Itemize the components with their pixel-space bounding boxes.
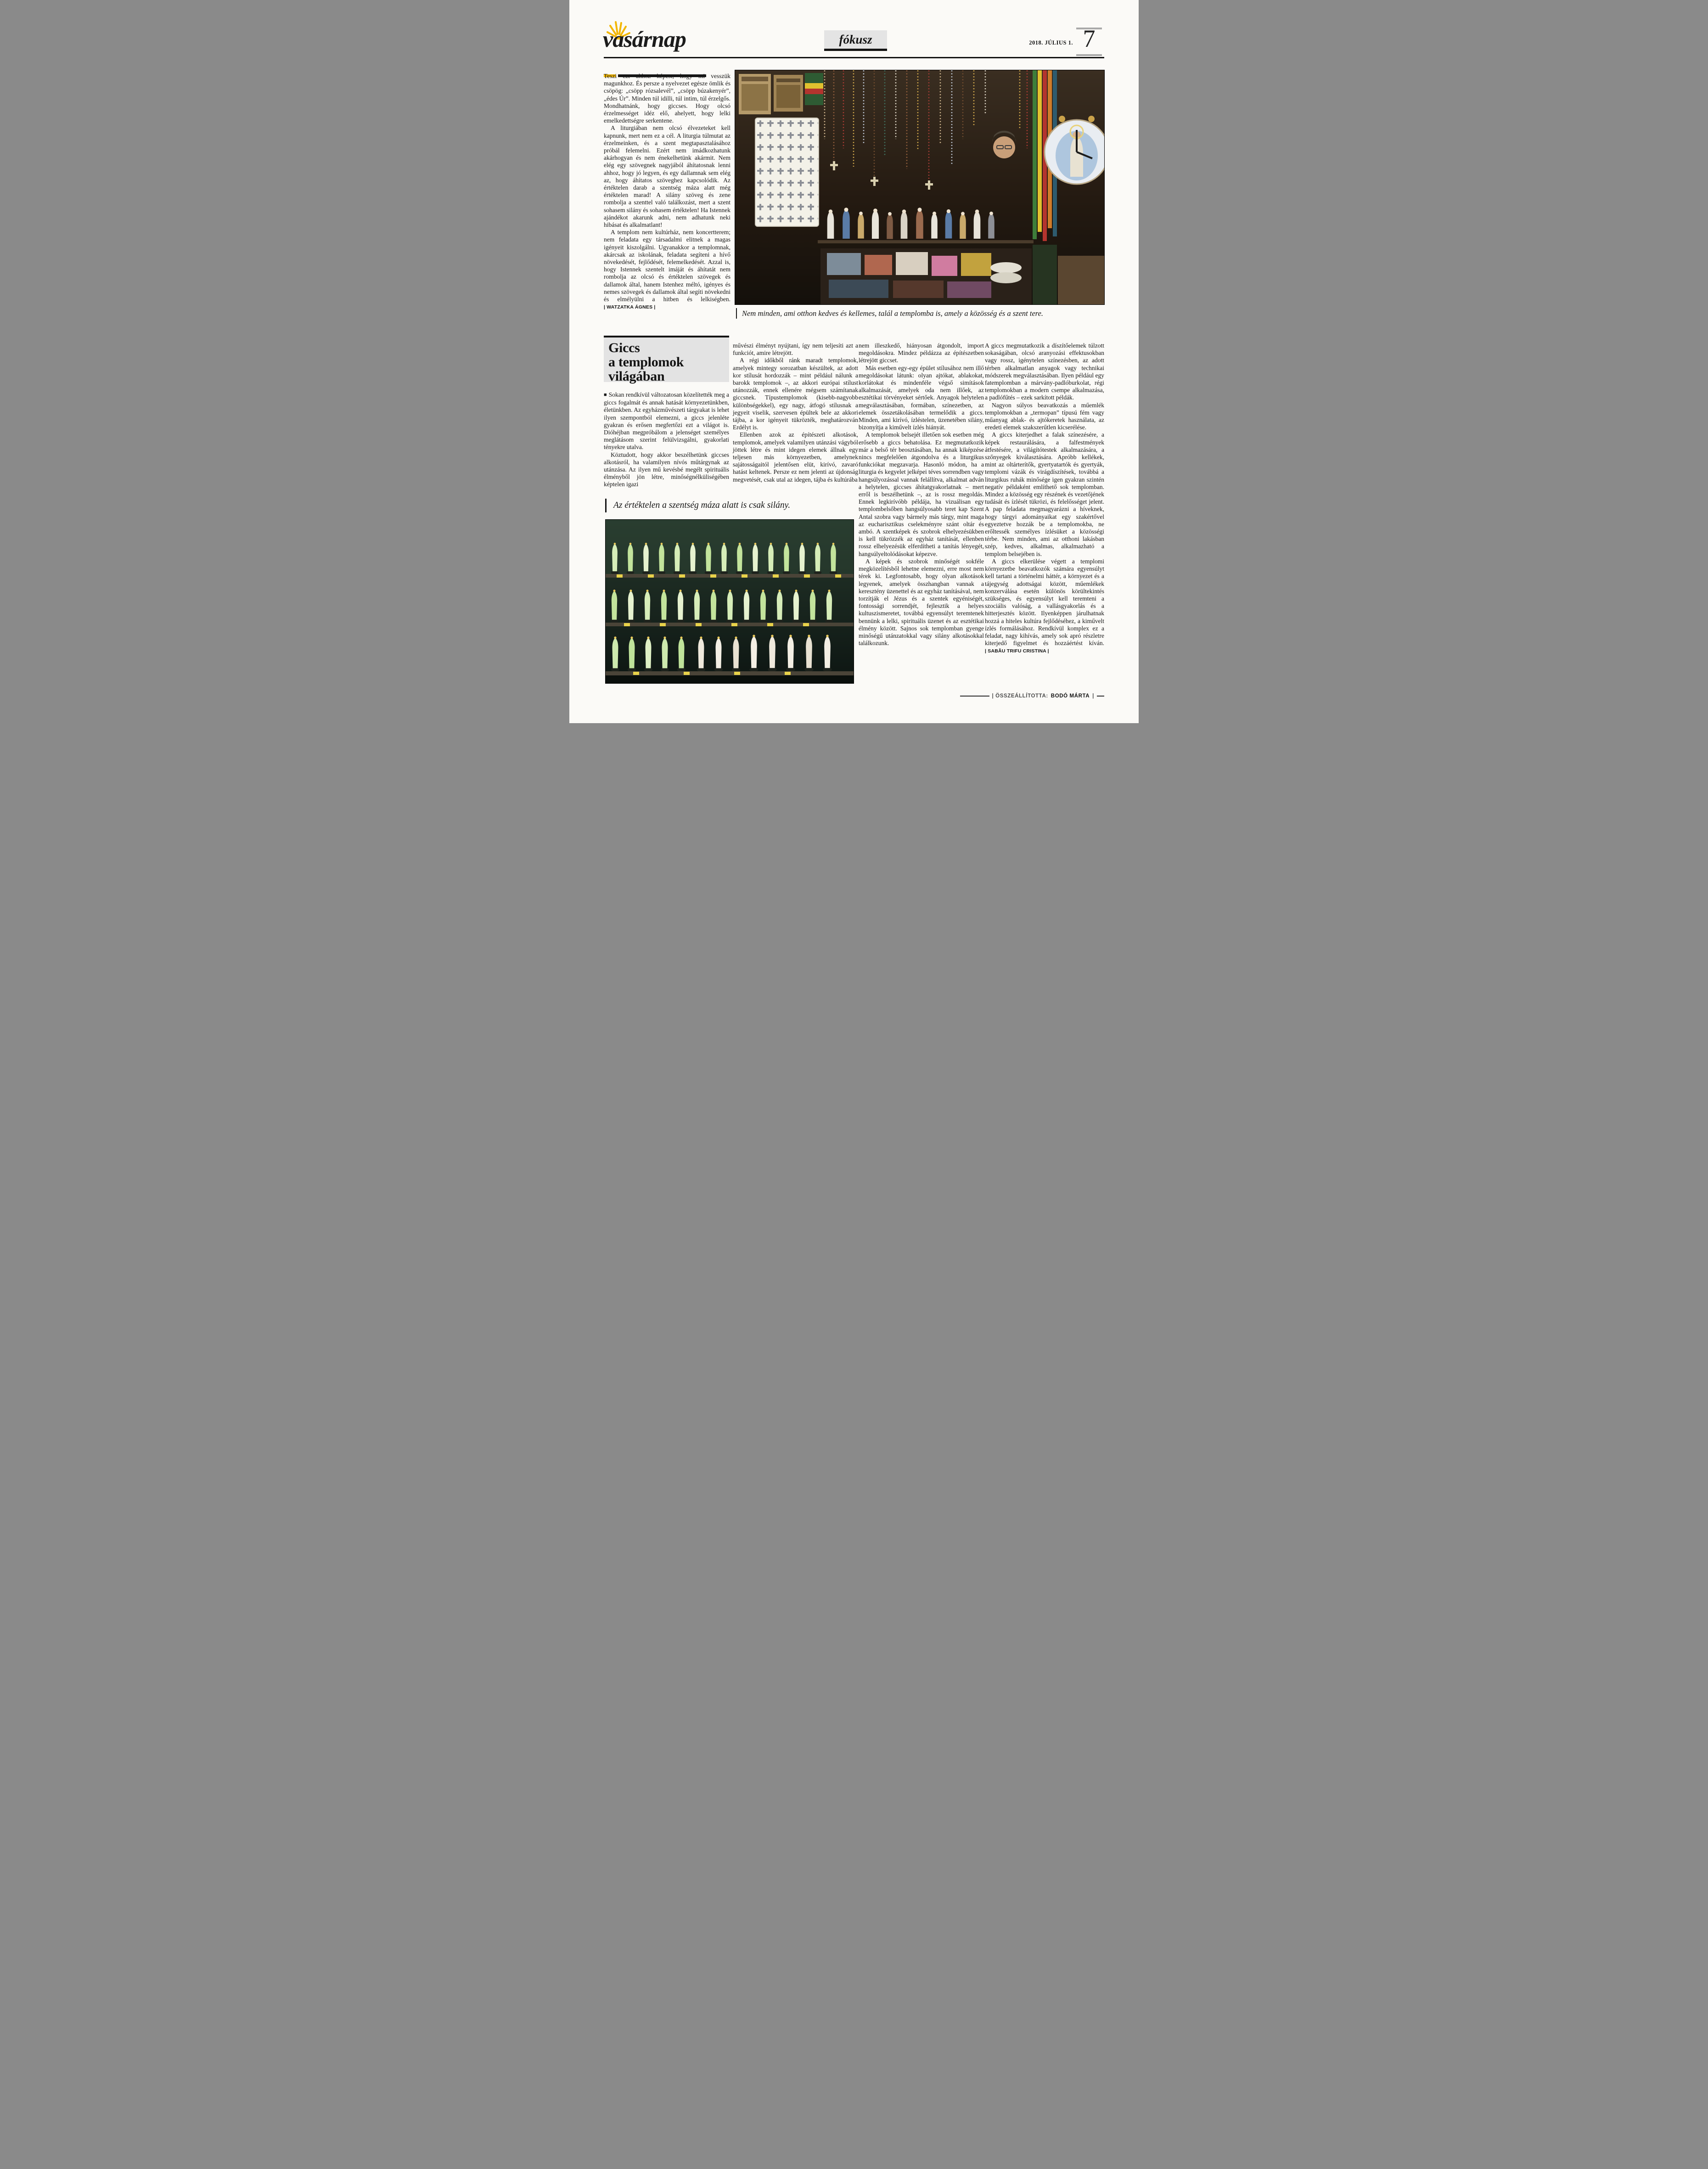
- article-headline: [604, 336, 729, 382]
- article-byline: | SABĂU TRIFU CRISTINA |: [985, 648, 1049, 654]
- article-column-2: [733, 342, 858, 483]
- article-paragraph: A régi időkből ránk maradt templomok, amelyek mintegy sorozatban készültek, az adott kor stílusát hordozzák – mint például nálunk a barokk templomok –, az akkori európai stílust utánozzák, ennek ellenére mégsem számítanak giccsnek. Típustemplomok (kisebb-nagyobb különbségekkel), egy nagy, átfogó stílusnak a jegyeit viselik, szervesen épültek bele az akkori tájba, a kor igényeit tükrözték, meghatározván Erdélyt is.: [733, 357, 858, 431]
- section-label-box: [824, 30, 887, 51]
- headline-line: a templomok: [608, 354, 684, 370]
- photo-caption: Nem minden, ami otthon kedves és kellemes, talál a templomba is, amely a közösség és a szent tere.: [736, 308, 1104, 319]
- article-paragraph: A giccs kiterjedhet a falak színezésére, a képek restaurálására, a falfestmények átfestésére, a világítótestek alkalmazására, a szőnyegek kiválasztására. Apróbb kellékek, mint az oltárterítők, gyertyatartók és gyertyák, templomi vázák és virágdíszítések, továbbá a liturgikus ruhák minősége igen gyakran szintén negatív példaként említhető sok templomban. Mindez a közösség egy részének és vezetőjének tudását és ízlését tükrözi, és felelősséget jelent. A pap feladata megmagyarázni a híveknek, hogy tárgyi adományaikat egy szakértővel egyeztetve hozzák be a templomokba, ne erőltessék személyes ízlésüket a közösségi térbe. Nem minden, ami az otthoni lakásban szép, kedves, alkalmas, alkalmazható a templom belsejében is.: [985, 431, 1104, 557]
- article-paragraph: nem illeszkedő, hiányosan átgondolt, import megoldásokra. Mindez példázza az építészetben létrejött giccset.: [859, 342, 984, 364]
- section-label: fókusz: [839, 33, 872, 46]
- pull-quote: Az értéktelen a szentség máza alatt is csak silány.: [605, 499, 829, 512]
- top-article-paragraph: A liturgiában nem olcsó élvezeteket kell kapnunk, mert nem ez a cél. A liturgia túlmutat az érzelmeinken, és a szent megtapasztalásához próbál felemelni. Ezért nem imádkozhatunk akárhogyan és nem énekelhetünk akármit. Nem elég egy szövegnek nagyjából áhítatosnak lenni ahhoz, hogy jó legyen, és egy dallamnak sem elég az, hogy áhítatos szöveghez kapcsolódik. Az értéktelen darab a szentség máza alatt még értéktelen marad! A silány szöveg és zene rombolja a szenttel való találkozást, mert a szent sohasem silány és sohasem értéktelen! Ha Istennek ajándékot akarunk adni, nem adhatunk neki hibásat és alkalmatlant!: [604, 124, 730, 229]
- article-paragraph: A képek és szobrok minőségét sokféle megközelítésből lehetne elemezni, erre most nem térek ki. Legfontosabb, hogy olyan alkotások legyenek, amelyek összhangban vannak a keresztény üzenettel és az egyház tanításával, nem torzítják el Jézus és a szentek egyéniségét, fontossági sorrendjét, fejlesztik a helyes kultuszismeretet, továbbá egyensúlyt teremtenek bennünk a lelki, spirituális üzenet és az esztétikai élmény között. Sajnos sok templomban gyenge minőségű utánzatokkal vagy silány alkotásokkal találkozunk.: [859, 557, 984, 647]
- article-paragraph: A templomok belsejét illetően sok esetben még erősebb a giccs behatolása. Ez megmutatkozik már a belső tér beosztásában, ha annak kiképzése nincs megfelelően átgondolva és a liturgikus funkciókat megzavarja. Hasonló módon, ha a liturgia és kegyelet jelképei téves sorrendben vagy hangsúlyozással vannak felállítva, alkalmat adván a helytelen, giccses áhítatgyakorlatnak – mert erről is beszélhetünk –, az is rossz megoldás. Ennek legkirívóbb példája, ha vizuálisan egy templombelsőben hangsúlyosabb teret kap Szent Antal szobra vagy bármely más tárgy, mint maga az eucharisztikus cselekményre szánt oltár és ambó. A szentképek és szobrok elhelyezésükben is kell tükrözzék az egyház tanítását, ellenben rossz elhelyezésük elferdítheti a tanítás lényegét, hangsúlyeltolódásokat képezve.: [859, 431, 984, 557]
- lead-bullet: ■: [604, 392, 607, 398]
- article-column-1: [604, 391, 729, 489]
- article-lead: ■ Sokan rendkívül változatosan közelítették meg a giccs fogalmát és annak hatását környezetünkben, életünkben. Az egyházművészeti tárgyakat is lehet ilyen szempontból elemezni, a giccs jelenléte gyakran és erősen megfertőzi ezt a világot is. Dióhéjban megpróbálom a jelenséget személyes meglátásom szerint felülvizsgálni, gyakorlati tényekre utalva.: [604, 391, 729, 451]
- top-article-byline: | WATZATKA ÁGNES |: [604, 304, 656, 310]
- mary-figurines-photo: [605, 519, 854, 684]
- newspaper-page: [569, 0, 1139, 723]
- souvenir-stall-photo: [735, 70, 1105, 305]
- article-column-3: [859, 342, 984, 647]
- counter-goods: [820, 248, 1032, 304]
- top-article-paragraph: Teszi ezt ahhoz képest, hogy mi vesszük magunkhoz. És persze a nyelvezet egésze ömlik és csöpög: „csöpp rózsalevél”, „csöpp búzakenyér”, „édes Úr”. Minden túl idilli, túl intim, túl érzelgős. Mondhatnánk, hogy giccses. Hogy olcsó érzelmességet idéz elő, ahelyett, hogy lelki emelkedettségre serkentene.: [604, 73, 730, 124]
- article-paragraph: A giccs elkerülése végett a templomi környezetbe beavatkozók számára egyensúlyt kell tartani a történelmi háttér, a környezet és a tájegység adottságai között, műemlékek konzerválása esetén különös körültekintés szükséges, és egyensúlyt kell teremteni a szociális valóság, a vallásgyakorlás és a hitterjesztés között. Ilyenképpen járulhatnak hozzá a hiteles kultúra fejlődéséhez, a kiművelt ízlés formálásához. Rendkívül komplex ez a feladat, nagy kihívás, amely sok apró részletre kiterjedő figyelmet és hozzáértést kíván. | SABĂU TRIFU CRISTINA |: [985, 557, 1104, 654]
- footer-end-pipe: |: [1092, 693, 1094, 699]
- article-paragraph: A giccs megmutatkozik a díszítőelemek túlzott sokaságában, olcsó aranyozási effektusokban vagy rossz, igénytelen színezésben, az adott térben alkalmatlan anyagok vagy technikai módszerek megválasztásában. Ilyen például egy fatemplomban a márvány-padlóburkolat, régi templomokban a modern csempe alkalmazása, a padlófűtés – ezek sarkított példák.: [985, 342, 1104, 401]
- newspaper-logo: vasárnap: [603, 26, 686, 52]
- headline-line: világában: [608, 369, 665, 384]
- shelf-board-2: [606, 623, 854, 626]
- article-paragraph: Köztudott, hogy akkor beszélhetünk giccses alkotásról, ha valamilyen nívós műtárgynak az utánzása. Az ilyen mű kevésbé megélt spirituális élményből jön létre, minőségnélküliségében képtelen igazi: [604, 451, 729, 488]
- statue-shelf: [818, 240, 1034, 243]
- footer-credit: [960, 693, 1104, 699]
- masthead-rule: [604, 57, 1104, 58]
- footer-name: BODÓ MÁRTA: [1051, 693, 1090, 699]
- page-number-rule-bottom: [1076, 54, 1102, 56]
- page-number: 7: [1083, 25, 1096, 52]
- issue-date: 2018. JÚLIUS 1.: [1029, 39, 1073, 46]
- article-column-4: [985, 342, 1104, 655]
- article-paragraph: Nagyon súlyos beavatkozás a műemlék templomokban a „termopan” típusú fém vagy műanyag ablak- és ajtókeretek használata, az eredeti elemek szakszerűtlen kicserélése.: [985, 401, 1104, 431]
- top-article-paragraph: A templom nem kultúrház, nem koncertterem; nem feladata egy társadalmi elitnek a magas igényeit kiszolgálni. Ugyanakkor a templomnak, akárcsak az iskolának, feladata segíteni a hívő növekedését, fejlődését, felemelkedését. Azzal is, hogy Istennek szentelt imáját és áhítatát nem rombolja az olcsó és értéktelen szövegek és dallamok által, hanem Istenhez méltó, igényes és nemes szövegek és dallamok által segíti növekedni és elmélyülni a hitben és lelkiségben. | WATZATKA ÁGNES |: [604, 229, 730, 310]
- footer-rule-left: [960, 696, 989, 697]
- figurine-row-1: [611, 543, 837, 574]
- article-paragraph: Más esetben egy-egy épület stílusához nem illő megoldásokat látunk: olyan ajtókat, ablakokat, korlátokat és mindenféle végső simítások alkalmazását, amelyek oda nem illőek, az esztétikai törvényeket sértőek. Anyagok helytelen megválasztásában, formában, színezetben, az elemek összetákolásában termelődik a giccs. Minden, ami kirívó, ízléstelen, üzenetében silány, bizonyítja a kiművelt ízlés hiányát.: [859, 364, 984, 431]
- shelf-board-3: [606, 671, 854, 675]
- footer-rule-right: [1097, 696, 1104, 697]
- article-paragraph: művészi élményt nyújtani, így nem teljesíti azt a funkciót, amire létrejött.: [733, 342, 858, 357]
- shelf-board-1: [606, 574, 854, 578]
- crucifix-display-panel: [755, 118, 819, 226]
- headline-line: Giccs: [608, 340, 640, 355]
- mary-figurines-illustration: [606, 520, 854, 683]
- top-article-column: [604, 73, 730, 311]
- souvenir-stall-illustration: [735, 70, 1104, 304]
- article-paragraph: Ellenben azok az építészeti alkotások, templomok, amelyek valamilyen utánzási vágyból jöttek létre és mint idegen elemek állnak egy teljesen más környezetben, amelynek sajátosságaitól jelentősen elüt, kirívó, zavaró hatást keltenek. Persze ez nem jelenti az újdonság megvetését, csak utal az idegen, tájba és kultúrába: [733, 431, 858, 483]
- footer-label: | ÖSSZEÁLLÍTOTTA:: [992, 693, 1048, 699]
